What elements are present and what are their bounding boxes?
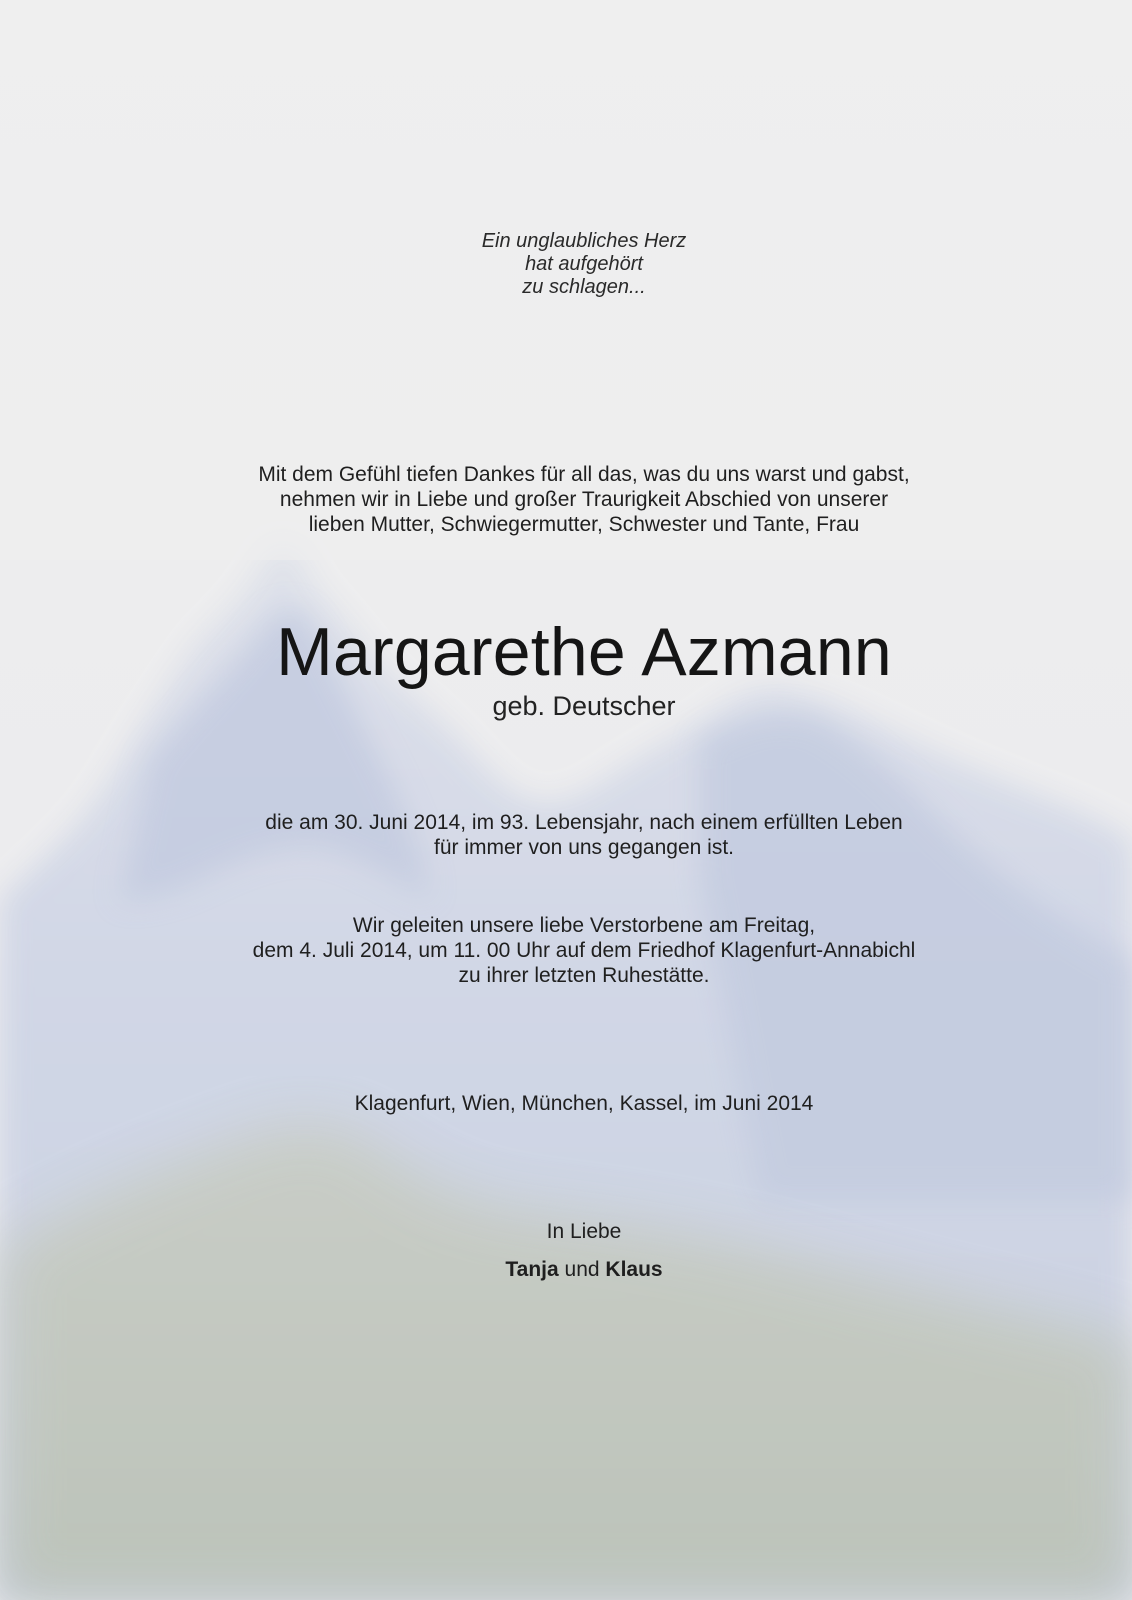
maiden-name: geb. Deutscher [492,691,676,721]
signer-second: Klaus [605,1258,663,1281]
motto-line: zu schlagen... [522,276,646,298]
death-notice [18,810,1132,860]
motto-line: hat aufgehört [525,253,643,275]
motto-line: Ein unglaubliches Herz [481,230,687,252]
intro-paragraph [18,462,1132,537]
intro-line: Mit dem Gefühl tiefen Dankes für all das, was du uns warst und gabst, [258,463,910,486]
death-notice-line: für immer von uns gegangen ist. [434,836,734,859]
motto [18,230,1132,299]
signer-first: Tanja [505,1258,559,1281]
funeral-line: dem 4. Juli 2014, um 11. 00 Uhr auf dem Friedhof Klagenfurt-Annabichl [252,939,916,962]
signer-conjunction: und [564,1258,600,1281]
funeral-line: zu ihrer letzten Ruhestätte. [458,964,710,987]
intro-line: nehmen wir in Liebe und großer Traurigkeit Abschied von unserer [279,488,889,511]
funeral-notice [18,913,1132,988]
intro-line: lieben Mutter, Schwiegermutter, Schwester und Tante, Frau [308,513,860,536]
closing-phrase: In Liebe [546,1220,622,1243]
funeral-line: Wir geleiten unsere liebe Verstorbene am Freitag, [352,914,816,937]
signers [18,1257,1132,1282]
place-and-date: Klagenfurt, Wien, München, Kassel, im Juni 2014 [354,1092,814,1115]
deceased-name: Margarethe Azmann [276,614,892,690]
death-notice-line: die am 30. Juni 2014, im 93. Lebensjahr, nach einem erfüllten Leben [265,811,903,834]
